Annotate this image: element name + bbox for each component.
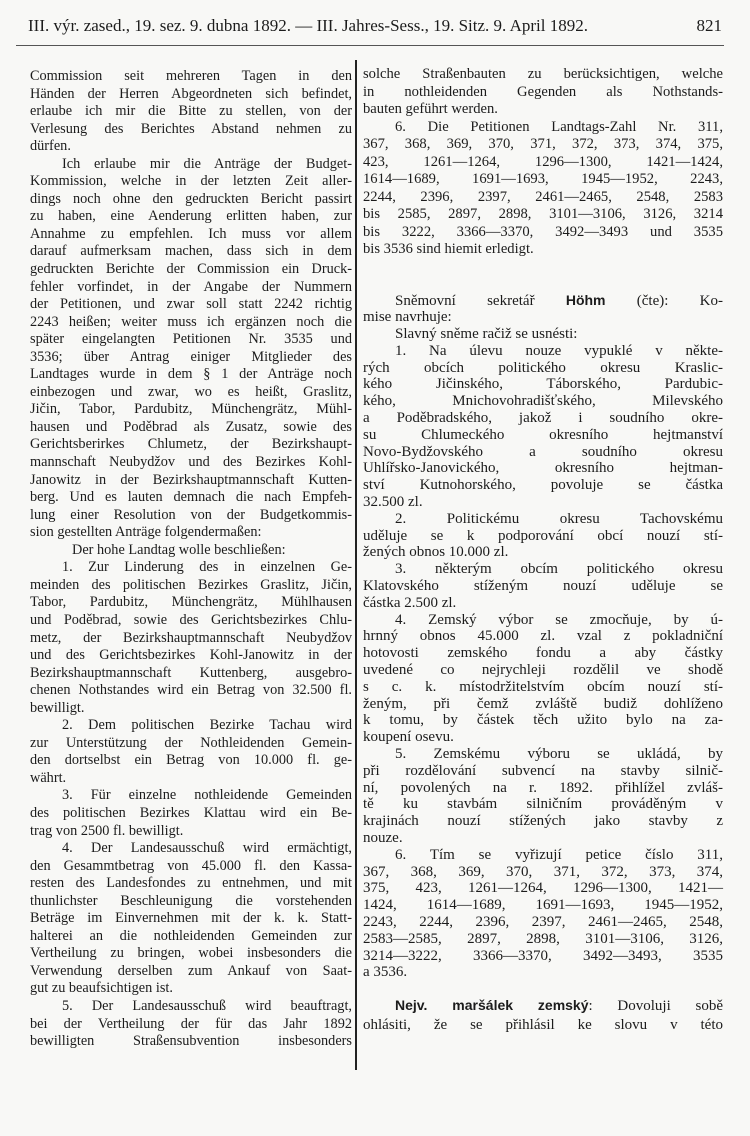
text-line: den dortselbst ein Betrag von 10.000 fl. ge-: [30, 752, 352, 769]
text-line: 5. Zemskému výboru se ukládá, by: [395, 746, 723, 763]
paragraph: [30, 68, 352, 156]
text-line: 5. Der Landesausschuß wird beauftragt,: [62, 997, 352, 1014]
text-line: bewilligten Straßensubvention insbesonders: [30, 1033, 352, 1050]
text-line: 4. Zemský výbor se zmocňuje, by ú-: [395, 611, 723, 628]
paragraph: [363, 746, 723, 847]
text-line: thunlichster Beschleunigung die vorstehenden: [30, 892, 352, 909]
text-line: Tabor, Pardubitz, Münchengrätz, Mühlhausen: [30, 594, 352, 611]
paragraph: [363, 292, 723, 327]
paragraph: [363, 612, 723, 746]
text-segment: : Dovoluji sobě: [588, 998, 724, 1015]
text-line: Beträge im Einvernehmen mit der k. k. Statt-: [30, 910, 352, 927]
text-line: 375, 423, 1261—1264, 1296—1300, 1421—: [363, 880, 723, 897]
text-line: währt.: [30, 769, 67, 786]
paragraph: [30, 998, 352, 1051]
text-line: Commission seit mehreren Tagen in den: [30, 68, 352, 84]
text-line: 6. Die Petitionen Landtags-Zahl Nr. 311,: [395, 118, 723, 135]
text-line: koupení osevu.: [363, 729, 454, 746]
text-line: Gerichtsberirkes Chlumetz, der Bezirkshaupt-: [30, 436, 352, 453]
text-line: dürfen.: [30, 138, 71, 155]
text-line: gut zu beaufsichtigen ist.: [30, 980, 173, 997]
text-line: Vertheilung zu bringen, wobei insbesonders die: [30, 945, 352, 962]
text-line: 32.500 zl.: [363, 494, 423, 511]
text-line: bis 2585, 2897, 2898, 3101—3106, 3126, 3214: [363, 206, 723, 222]
paragraph: [363, 996, 723, 1035]
text-segment: Sněmovní sekretář: [395, 292, 566, 309]
text-line: solche Straßenbauten zu berücksichtigen, welche: [363, 66, 723, 82]
text-line: Bezirkshauptmannschaft Kuttenberg, ausgebro-: [30, 664, 352, 681]
text-line: gedruckten Berichte der Commission ein Druck-: [30, 261, 352, 278]
text-line: sion gestellten Anträge folgendermaßen:: [30, 524, 262, 541]
text-line: zur Unterstützung der Nothleidenden Gemein-: [30, 734, 352, 751]
text-line: bis 3222, 3366—3370, 3492—3493 und 3535: [363, 223, 723, 240]
paragraph: [363, 343, 723, 511]
text-line: in nothleidenden Gegenden als Nothstands-: [363, 83, 723, 100]
text-line: darauf aufmerksam machen, dass sich in dem: [30, 243, 352, 260]
text-line: 3. Für einzelne nothleidende Gemeinden: [62, 787, 352, 804]
text-line: ní, povolených na r. 1892. přihlížel zvláš-: [363, 779, 723, 796]
text-line: rých obcích politického okresu Kraslic-: [363, 359, 723, 376]
header-title: III. výr. zased., 19. sez. 9. dubna 1892. — III. Jahres-Sess., 19. Sitz. 9. April 1892.: [28, 16, 588, 35]
text-line: Händen der Herren Abgeordneten sich befindet,: [30, 85, 352, 102]
text-line: Der hohe Landtag wolle beschließen:: [72, 541, 286, 558]
text-line: a 3536.: [363, 964, 408, 981]
page-number: 821: [696, 16, 722, 35]
text-line: 4. Der Landesausschuß wird ermächtigt,: [62, 840, 352, 857]
paragraph: [30, 156, 352, 542]
paragraph: [30, 542, 352, 560]
text-line: žených obnos 10.000 zl.: [363, 544, 509, 561]
text-line: bewilligt.: [30, 699, 85, 716]
text-line: ohlásiti, že se přihlásil ke slovu v této: [363, 1017, 723, 1034]
text-block: [363, 292, 723, 982]
text-line: nouze.: [363, 830, 403, 846]
text-block: [363, 996, 723, 1035]
header-rule: [16, 45, 724, 46]
text-segment: (čte): Ko-: [605, 292, 723, 309]
text-block: [363, 66, 723, 259]
paragraph: [363, 119, 723, 259]
text-line: 2583—2585, 2897, 2898, 3101—3106, 3126,: [363, 930, 723, 947]
paragraph: [363, 847, 723, 981]
text-line: při rozdělování subvencí na stavby silnič-: [363, 762, 723, 779]
text-line: zu haben, eine Aenderung erlitten haben, zur: [30, 208, 352, 225]
paragraph: [30, 787, 352, 840]
text-line: Kommission, welche in der letzten Zeit aller-: [30, 173, 352, 190]
text-line: Uhlířsko-Janovického, okresního hejtman-: [363, 460, 723, 477]
text-line: des politischen Bezirkes Klattau wird ein Be-: [30, 804, 352, 821]
text-line: 423, 1261—1264, 1296—1300, 1421—1424,: [363, 153, 723, 170]
speaker-name: Nejv. maršálek zemský: [395, 997, 589, 1014]
text-line: den Gesammtbetrag von 45.000 fl. den Kassa-: [30, 857, 352, 874]
paragraph: [363, 66, 723, 119]
text-line: [363, 996, 723, 1016]
text-line: 1. Zur Linderung des in einzelnen Ge-: [62, 559, 352, 576]
text-line: bei der Vertheilung der für das Jahr 1892: [30, 1015, 352, 1032]
text-line: Slavný sněme račiž se usnésti:: [395, 326, 578, 343]
paragraph: [30, 559, 352, 717]
text-line: meinden des politischen Bezirkes Graslitz, Jičin,: [30, 576, 352, 593]
text-line: Jičin, Tabor, Pardubitz, Münchengrätz, Mühl-: [30, 401, 352, 418]
text-line: 2243 heißen; weiter muss ich ergänzen noch die: [30, 313, 352, 330]
text-line: a Poděbradského, jakož i soudního okre-: [363, 410, 723, 427]
text-line: dings noch ohne den gedruckten Bericht passirt: [30, 190, 352, 207]
text-line: 367, 368, 369, 370, 371, 372, 373, 374, 375,: [363, 136, 723, 152]
right-column: [363, 66, 723, 1035]
text-line: su Chlumeckého okresního hejtmanství: [363, 426, 723, 443]
text-line: hausen und Poděbrad als Zusatz, sowie des: [30, 418, 352, 435]
paragraph: [30, 840, 352, 998]
text-line: k tomu, by částek těch užito bylo na za-: [363, 712, 723, 729]
text-line: 1614—1689, 1691—1693, 1945—1952, 2243,: [363, 171, 723, 187]
text-line: erlaube ich mir die Bitte zu stellen, von der: [30, 103, 352, 120]
text-line: 3536; über Antrag einiger Mitglieder des: [30, 348, 352, 365]
text-line: 367, 368, 369, 370, 371, 372, 373, 374,: [363, 863, 723, 880]
paragraph: [363, 326, 723, 343]
text-line: 3214—3222, 3366—3370, 3492—3493, 3535: [363, 947, 723, 964]
text-line: ženým, při čemž zvláště budiž dohlíženo: [363, 695, 723, 712]
left-column-german: [30, 68, 352, 1051]
text-line: 3. některým obcím politického okresu: [395, 561, 723, 578]
text-line: metz, der Bezirkshauptmannschaft Neubydžov: [30, 629, 352, 646]
text-line: Ich erlaube mir die Anträge der Budget-: [62, 155, 352, 172]
text-line: halterei an die nothleidenden Gemeinden zur: [30, 927, 352, 944]
text-line: [363, 292, 723, 310]
text-line: und Poděbrad, sowie des Gerichtsbezirkes Chlu-: [30, 611, 352, 628]
text-line: bauten geführt werden.: [363, 101, 498, 117]
text-line: částka 2.500 zl.: [363, 594, 457, 611]
text-line: ství Kutnohorského, povoluje se částka: [363, 477, 723, 494]
text-line: Landtages wurde in dem § 1 der Anträge noch: [30, 366, 352, 383]
text-line: 6. Tím se vyřizují petice číslo 311,: [395, 846, 723, 863]
text-line: Janowitz in der Bezirkshauptmannschaft Kutten-: [30, 471, 352, 488]
text-line: 1424, 1614—1689, 1691—1693, 1945—1952,: [363, 897, 723, 914]
text-line: Klatovského stíženým nouzí uděluje se: [363, 578, 723, 595]
text-line: bis 3536 sind hiemit erledigt.: [363, 241, 534, 257]
text-line: s c. k. místodržitelstvím obcím nouzí stí-: [363, 678, 723, 695]
column-divider: [355, 60, 357, 1070]
text-line: Verlesung des Berichtes Abstand nehmen zu: [30, 120, 352, 137]
text-line: tě ku stavbám silničním prováděným v: [363, 796, 723, 813]
paragraph: [30, 717, 352, 787]
text-block: [30, 68, 352, 1051]
text-line: resten des Landesfondes zu entnehmen, und mit: [30, 875, 352, 892]
text-line: berg. Und es lauten demnach die nach Empfeh-: [30, 489, 352, 506]
text-line: kého Jičinského, Táborského, Pardubic-: [363, 376, 723, 393]
paragraph: [363, 561, 723, 611]
text-line: lung einer Resolution von der Budgetkommis-: [30, 506, 352, 523]
text-line: kého, Mnichovohradišťského, Milevského: [363, 393, 723, 410]
paragraph: [363, 511, 723, 561]
text-line: krajinách nouzí stížených jako stavby z: [363, 813, 723, 830]
text-line: hrnný obnos 45.000 zl. vzal z pokladniční: [363, 628, 723, 645]
text-line: uděluje se k podporování obcí nouzí stí-: [363, 527, 723, 544]
speaker-name: Höhm: [565, 291, 606, 308]
text-line: uvedené co nejrychleji rozdělil ve shodě: [363, 662, 723, 679]
text-line: 2244, 2396, 2397, 2461—2465, 2548, 2583: [363, 188, 723, 205]
text-line: Novo-Bydžovského a soudního okresu: [363, 443, 723, 460]
text-line: einbezogen und zwar, wo es heißt, Graslitz,: [30, 383, 352, 400]
text-line: 2. Dem politischen Bezirke Tachau wird: [62, 717, 352, 734]
text-line: Verwendung derselben zum Ankauf von Saat-: [30, 962, 352, 979]
text-line: Annahme zu empfehlen. Ich muss vor allem: [30, 225, 352, 242]
text-line: chenen Nothstandes wird ein Betrag von 32.500 fl.: [30, 682, 352, 699]
text-line: hotovosti zemského fondu a aby částky: [363, 645, 723, 662]
text-line: und des Gerichtsbezirkes Kohl-Janowitz in der: [30, 647, 352, 664]
text-line: 2243, 2244, 2396, 2397, 2461—2465, 2548,: [363, 913, 723, 930]
text-line: trag von 2500 fl. bewilligt.: [30, 822, 184, 839]
text-line: mannschaft Neubydžov und des Bezirkes Kohl-: [30, 454, 352, 471]
text-line: 2. Politickému okresu Tachovskému: [395, 510, 723, 527]
text-line: mise navrhuje:: [363, 309, 452, 326]
running-header: [28, 16, 722, 40]
text-line: fehler vorfindet, in der Angabe der Nummern: [30, 278, 352, 295]
text-line: 1. Na úlevu nouze vypuklé v někte-: [395, 342, 723, 359]
text-line: später eingelangten Petitionen Nr. 3535 und: [30, 331, 352, 348]
text-line: der Petitionen, und zwar soll statt 2242 richtig: [30, 296, 352, 313]
